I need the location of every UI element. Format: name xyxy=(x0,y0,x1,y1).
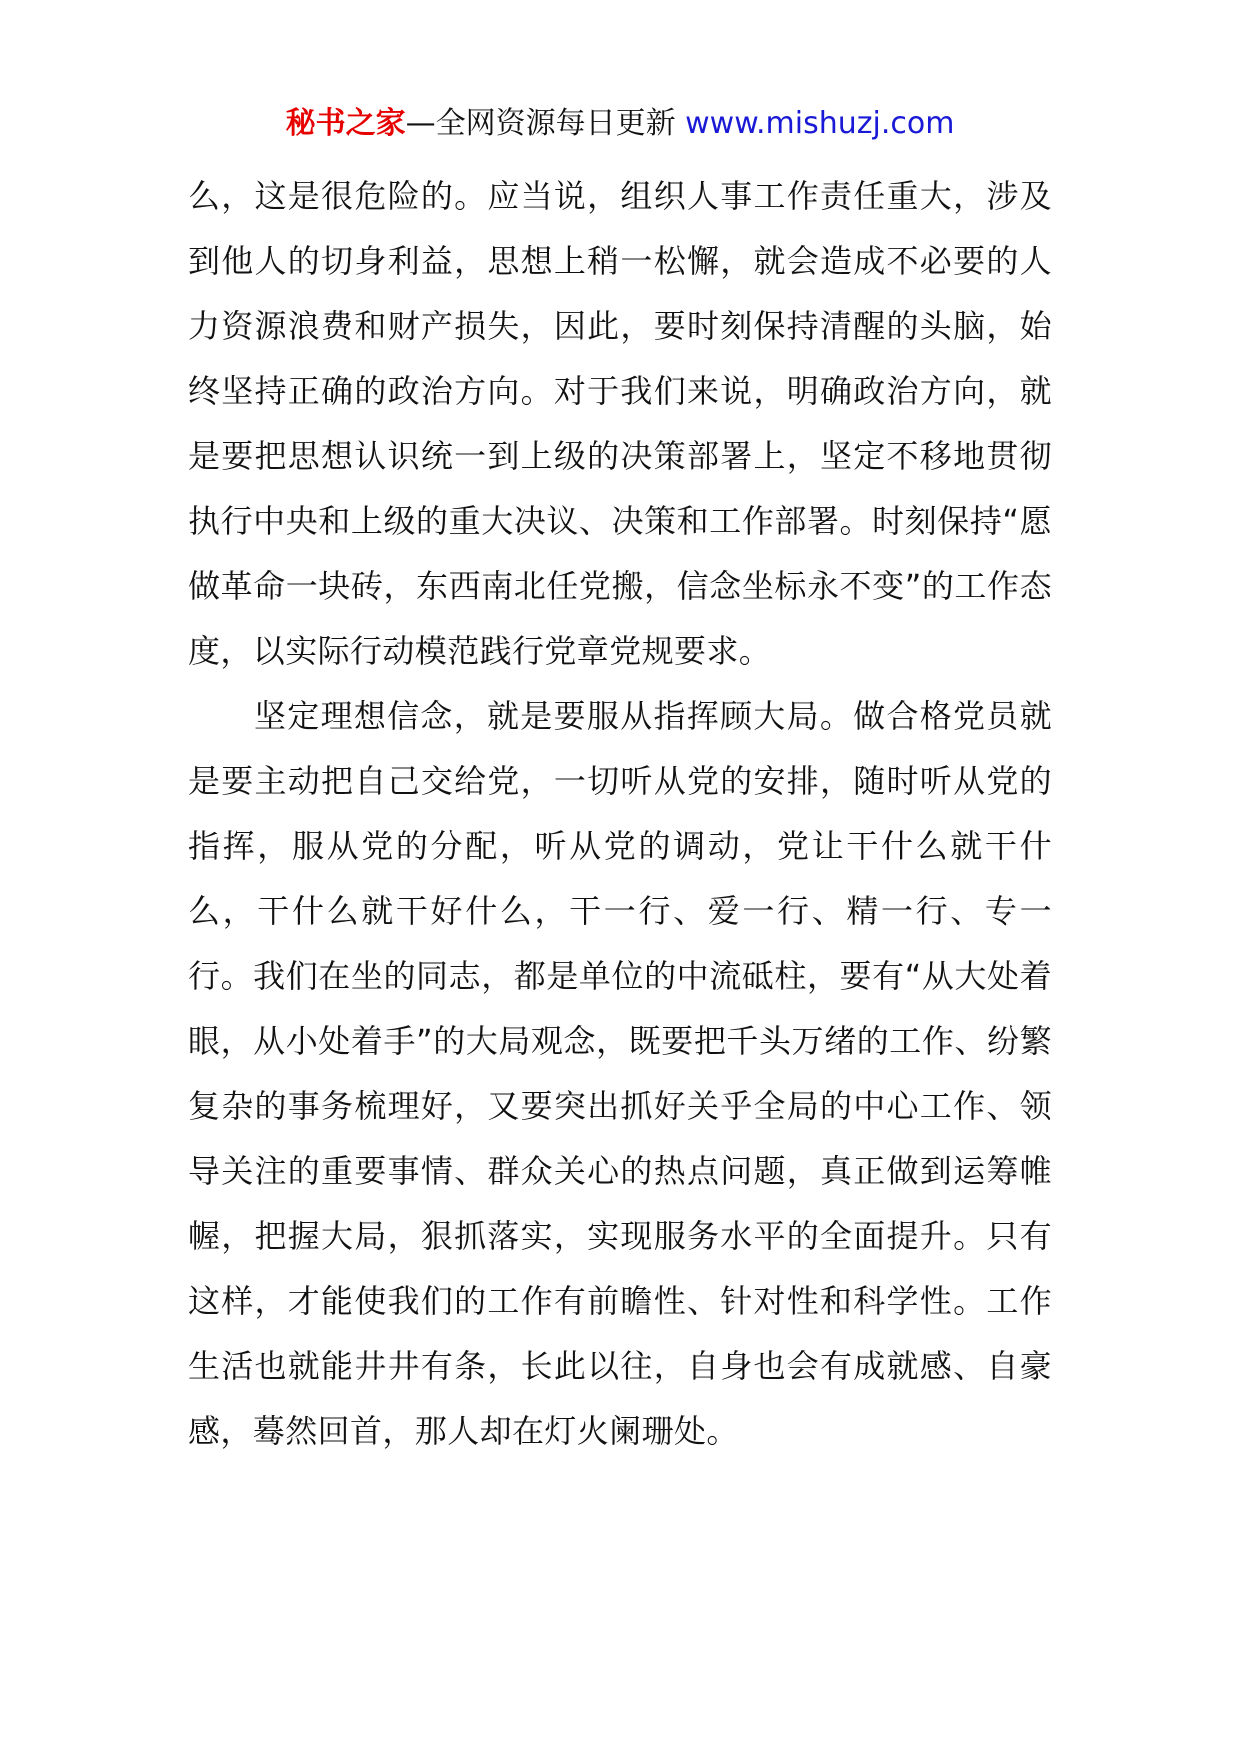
brand-name: 秘书之家 xyxy=(285,106,406,141)
page-header xyxy=(0,98,1240,150)
document-body xyxy=(188,164,1052,1464)
site-url-link[interactable]: www.mishuzj.com xyxy=(685,106,955,141)
paragraph-2: 坚定理想信念，就是要服从指挥顾大局。做合格党员就是要主动把自己交给党，一切听从党的安排，随时听从党的指挥，服从党的分配，听从党的调动，党让干什么就干什么，干什么就干好什么，干一行、爱一行、精一行、专一行。我们在坐的同志，都是单位的中流砥柱，要有“从大处着眼，从小处着手”的大局观念，既要把千头万绪的工作、纷繁复杂的事务梳理好，又要突出抓好关乎全局的中心工作、领导关注的重要事情、群众关心的热点问题，真正做到运筹帷幄，把握大局，狠抓落实，实现服务水平的全面提升。只有这样，才能使我们的工作有前瞻性、针对性和科学性。工作生活也就能井井有条，长此以往，自身也会有成就感、自豪感，蓦然回首，那人却在灯火阑珊处。 xyxy=(188,697,1052,1450)
header-tagline: —全网资源每日更新 xyxy=(405,106,686,141)
paragraph-1: 么，这是很危险的。应当说，组织人事工作责任重大，涉及到他人的切身利益，思想上稍一松懈，就会造成不必要的人力资源浪费和财产损失，因此，要时刻保持清醒的头脑，始终坚持正确的政治方向。对于我们来说，明确政治方向，就是要把思想认识统一到上级的决策部署上，坚定不移地贯彻执行中央和上级的重大决议、决策和工作部署。时刻保持“愿做革命一块砖，东西南北任党搬，信念坐标永不变”的工作态度，以实际行动模范践行党章党规要求。 xyxy=(188,177,1052,670)
